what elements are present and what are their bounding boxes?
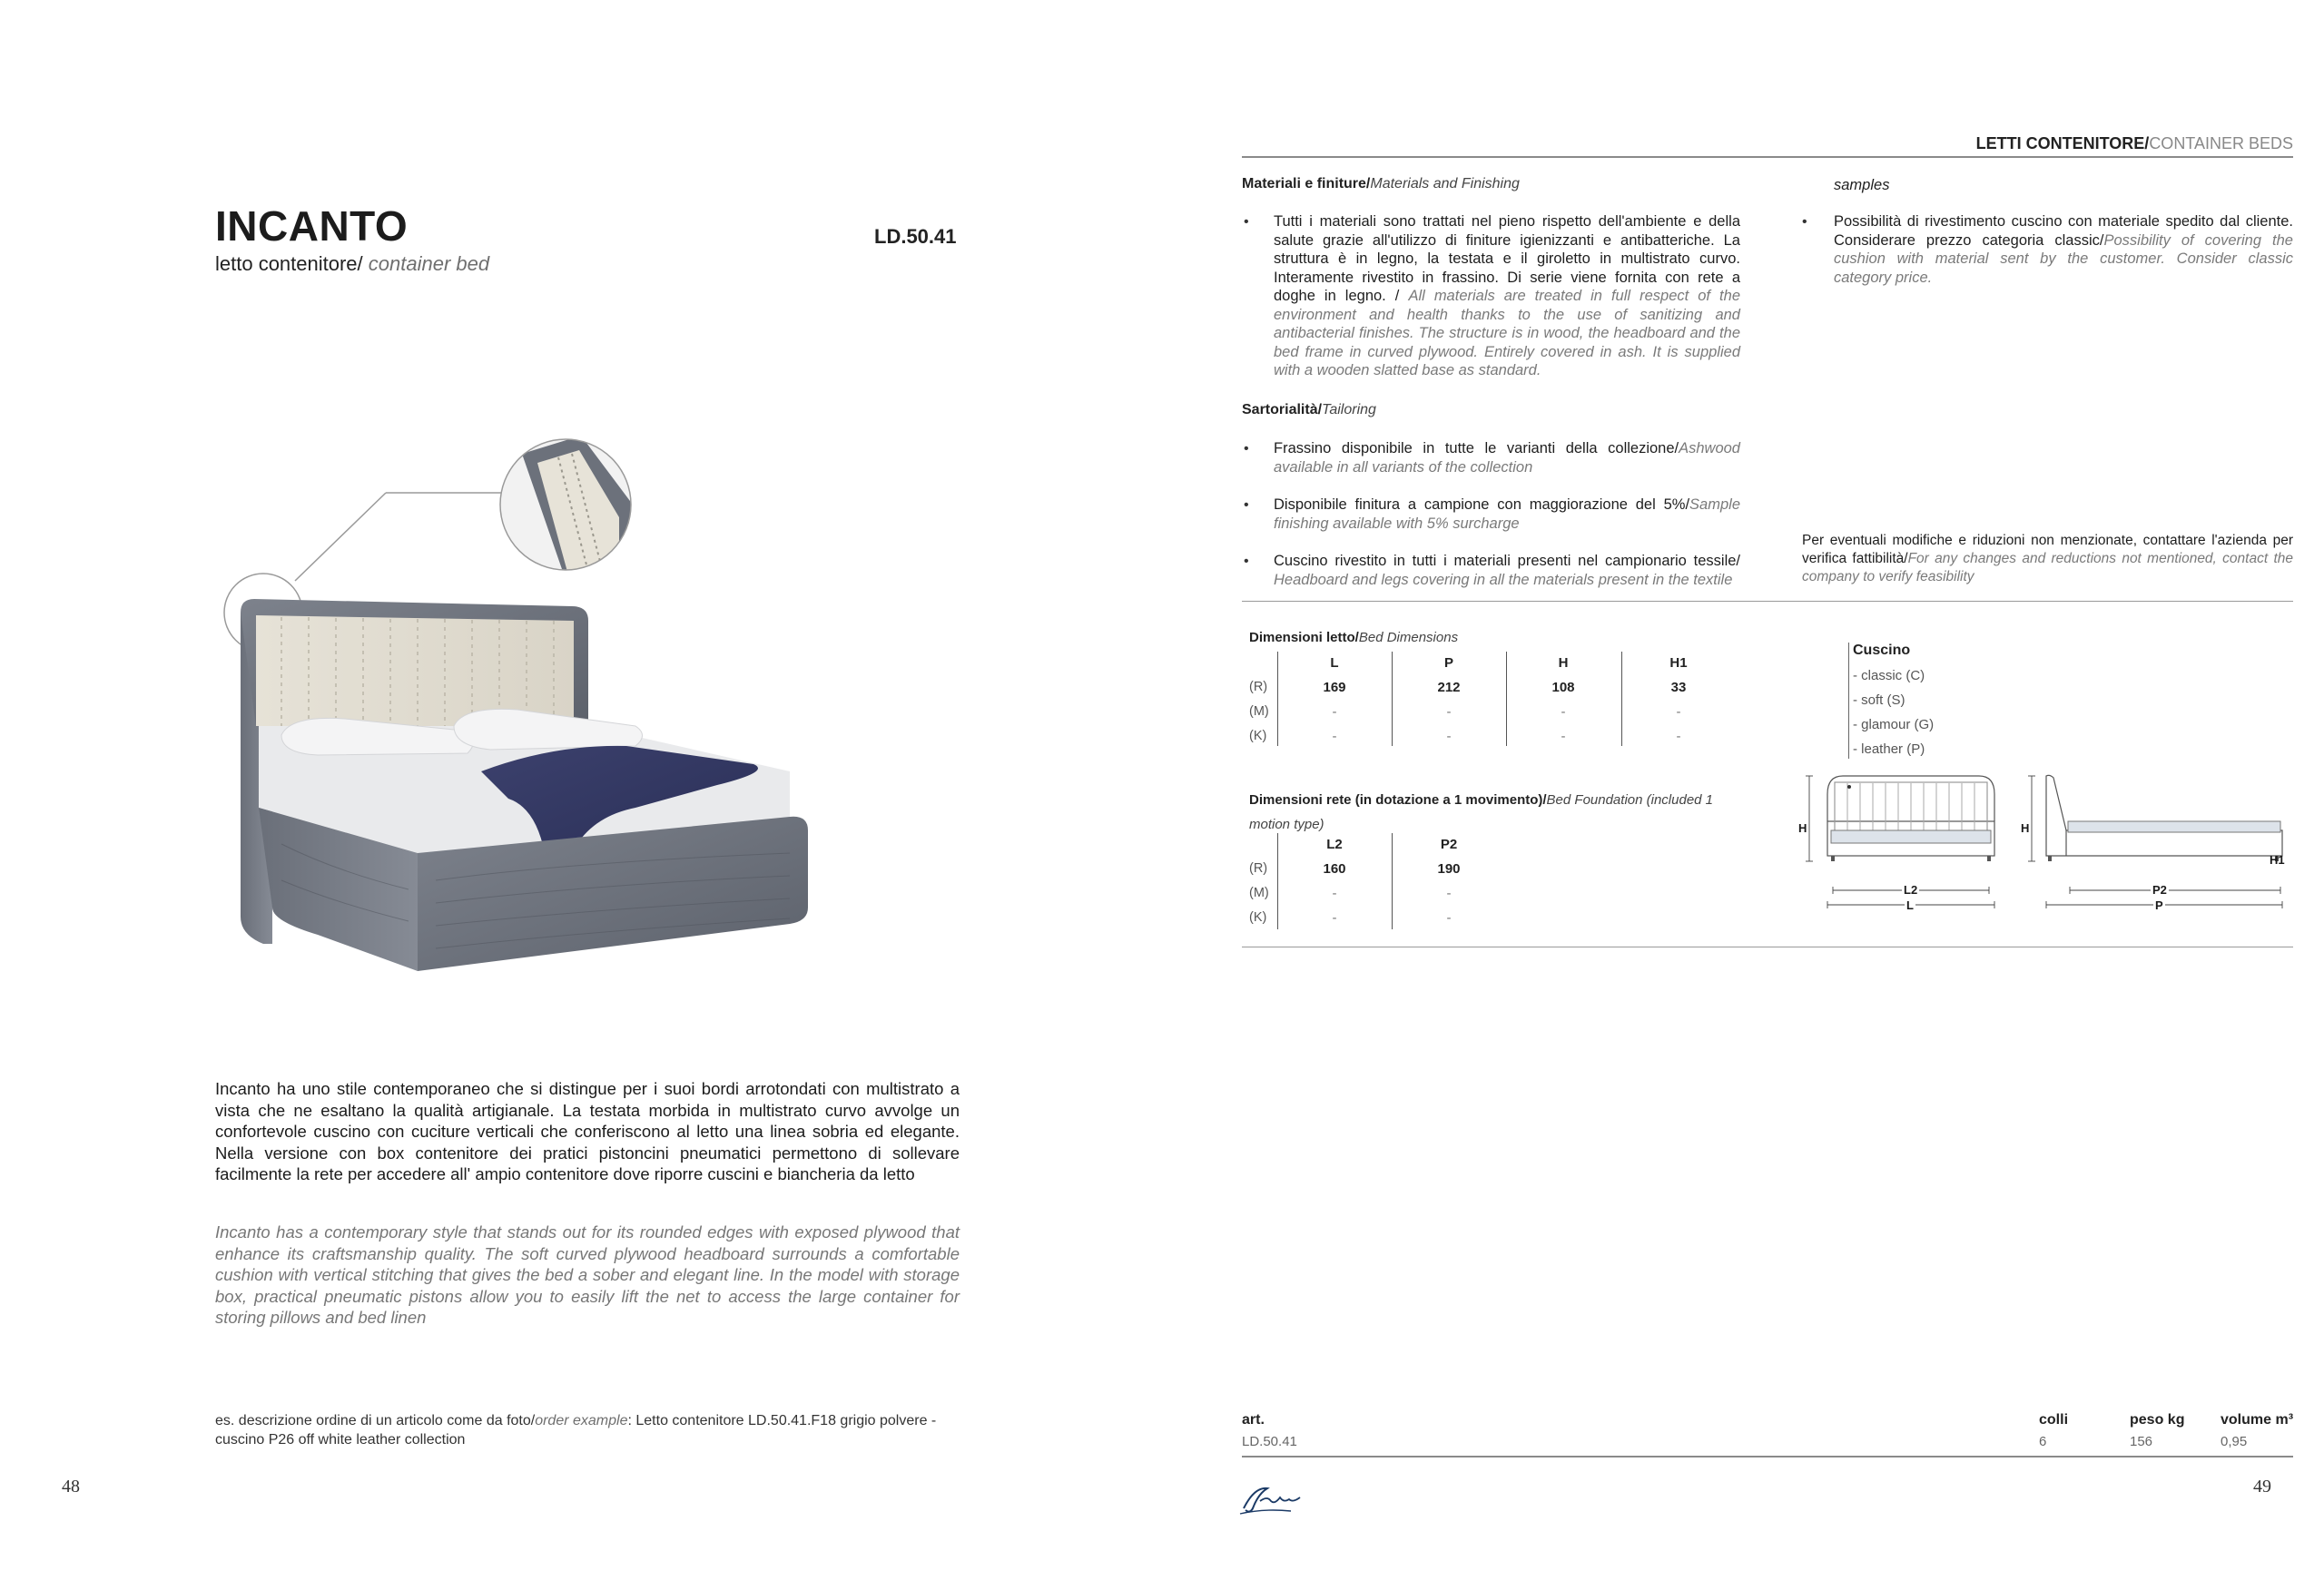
base-row-label: (R) — [1249, 861, 1268, 876]
bed-cell: 33 — [1670, 680, 1687, 695]
order-note-rest: : Letto contenitore LD.50.41.F18 grigio polvere - cuscino P26 off white leather collection — [215, 1413, 937, 1448]
base-row-label: (M) — [1249, 886, 1269, 900]
section-header-en: CONTAINER BEDS — [2149, 134, 2293, 152]
footer-header-weight: peso kg — [2130, 1412, 2185, 1428]
feasibility-note-it: Per eventuali modifiche e riduzioni non menzionate, contattare l'azienda per verifica fattibilità/ — [1802, 533, 2293, 566]
section-divider — [1242, 601, 2293, 602]
table-separator — [1277, 833, 1278, 929]
base-dims-title-it: Dimensioni rete (in dotazione a 1 movimento)/ — [1249, 792, 1547, 808]
footer-header-art: art. — [1242, 1412, 1265, 1428]
table-separator — [1392, 652, 1393, 746]
bed-col-header: H — [1558, 655, 1569, 671]
cushion-option: - glamour (G) — [1853, 717, 1935, 732]
cushion-option: - leather (P) — [1853, 741, 1925, 757]
tailoring-bullet-4 — [1834, 212, 2293, 287]
bed-col-header: P — [1443, 655, 1453, 671]
materials-heading-it: Materiali e finiture/ — [1242, 176, 1371, 191]
bullet-dot: • — [1244, 214, 1249, 230]
bed-cell: - — [1676, 729, 1681, 744]
description-italian: Incanto ha uno stile contemporaneo che si distingue per i suoi bordi arrotondati con multistrato a vista che ne esaltano la qualità artigianale. La testata morbida in multistrato curvo avvolge un confortevole cuscino con cuciture verticali che conferiscono al letto una linea sobria ed elegante. Nella versione con box contenitore dei pratici pistoncini pneumatici permettono di sollevare facilmente la rete per accedere all' ampio contenitore dove riporre cuscini e biancheria da letto — [215, 1079, 960, 1183]
side-h-label: H — [2021, 821, 2030, 835]
base-col-header: P2 — [1440, 837, 1458, 852]
tailoring-b2-en: Sample finishing available with 5% surcharge — [1274, 496, 1740, 532]
bullet-dot: • — [1244, 441, 1249, 456]
bed-row-label: (K) — [1249, 729, 1267, 743]
materials-heading — [1242, 176, 1520, 192]
base-cell: - — [1446, 910, 1452, 926]
product-subtitle — [215, 252, 489, 276]
tailoring-b2-it: Disponibile finitura a campione con maggiorazione del 5%/ — [1274, 496, 1690, 513]
base-dims-title-en: Bed Foundation (included 1 motion type) — [1249, 792, 1714, 832]
page-number-left: 48 — [62, 1477, 80, 1497]
section-header-it: LETTI CONTENITORE/ — [1975, 134, 2150, 152]
tailoring-b3-en-continued: samples — [1834, 177, 1890, 193]
cushion-separator — [1848, 643, 1849, 759]
tailoring-bullet-1 — [1274, 439, 1740, 476]
front-h-label: H — [1798, 821, 1807, 835]
feasibility-note — [1802, 532, 2293, 586]
bullet-dot: • — [1244, 554, 1249, 569]
bed-cell: - — [1446, 704, 1452, 720]
base-col-header: L2 — [1326, 837, 1343, 852]
bed-product-image — [209, 427, 953, 971]
tailoring-b3-en: Headboard and legs covering in all the materials present in the textile — [1274, 571, 1733, 588]
base-row-label: (K) — [1249, 910, 1267, 925]
footer-header-colli: colli — [2039, 1412, 2069, 1428]
footer-value-art: LD.50.41 — [1242, 1434, 1297, 1449]
bed-cell: 212 — [1437, 680, 1461, 695]
bed-col-header: L — [1330, 655, 1339, 671]
tailoring-b4-en: Possibility of covering the cushion with material sent by the customer. Consider classic category price. — [1834, 231, 2293, 286]
bed-row-label: (R) — [1249, 680, 1268, 694]
order-note-en: order example — [535, 1413, 628, 1428]
subtitle-it: letto contenitore/ — [215, 252, 363, 275]
order-note-it: es. descrizione ordine di un articolo come da foto/ — [215, 1413, 536, 1428]
order-example-note — [215, 1411, 960, 1449]
footer-value-weight: 156 — [2130, 1434, 2153, 1449]
bed-cell: - — [1676, 704, 1681, 720]
tailoring-b1-it: Frassino disponibile in tutte le varianti della collezione/ — [1274, 440, 1679, 456]
footer-header-volume: volume m³ — [2221, 1412, 2294, 1428]
brand-signature-logo — [1236, 1481, 1309, 1517]
footer-value-volume: 0,95 — [2221, 1434, 2248, 1449]
bullet-dot: • — [1802, 214, 1807, 230]
bed-dims-title-en: Bed Dimensions — [1358, 630, 1459, 645]
footer-value-colli: 6 — [2039, 1434, 2047, 1449]
bed-cell: - — [1332, 704, 1337, 720]
materials-bullet-1 — [1274, 212, 1740, 380]
page-number-right: 49 — [2253, 1477, 2271, 1497]
bullet-dot: • — [1244, 497, 1249, 513]
base-dimensions-title — [1249, 788, 1721, 837]
tailoring-b4-it: Possibilità di rivestimento cuscino con materiale spedito dal cliente. Considerare prezzo categoria classic/ — [1834, 213, 2293, 249]
product-title: INCANTO — [215, 202, 409, 250]
cushion-option: - soft (S) — [1853, 692, 1905, 708]
materials-b1-it: Tutti i materiali sono trattati nel pieno rispetto dell'ambiente e della salute grazie all'utilizzo di finiture igienizzanti e antibatteriche. La struttura è in legno, la testata e il giroletto in multistrato curvo. Interamente rivestito in frassino. Di serie viene fornita con rete a doghe in legno. / — [1274, 213, 1740, 304]
bed-dims-title-it: Dimensioni letto/ — [1249, 630, 1359, 645]
cushion-option: - classic (C) — [1853, 668, 1925, 683]
table-separator — [1392, 833, 1393, 929]
materials-heading-en: Materials and Finishing — [1370, 176, 1520, 191]
cushion-title: Cuscino — [1853, 643, 1911, 658]
tailoring-bullet-2 — [1274, 496, 1740, 533]
tailoring-b3-it: Cuscino rivestito in tutti i materiali presenti nel campionario tessile/ — [1274, 553, 1740, 569]
side-p2-label: P2 — [2152, 883, 2167, 897]
base-cell: 190 — [1437, 861, 1461, 877]
tailoring-heading — [1242, 402, 1376, 418]
bed-cell: 169 — [1323, 680, 1346, 695]
base-cell: - — [1446, 886, 1452, 901]
table-separator — [1621, 652, 1622, 746]
product-code: LD.50.41 — [874, 225, 957, 248]
feasibility-note-en: For any changes and reductions not mentioned, contact the company to verify feasibility — [1802, 551, 2293, 584]
bed-cell: - — [1332, 729, 1337, 744]
footer-rule — [1242, 1456, 2293, 1458]
bed-cell: - — [1446, 729, 1452, 744]
side-view-diagram — [2015, 767, 2288, 921]
subtitle-en: container bed — [368, 252, 490, 275]
bed-col-header: H1 — [1669, 655, 1688, 671]
bed-cell: - — [1561, 729, 1566, 744]
base-cell: 160 — [1323, 861, 1346, 877]
base-cell: - — [1332, 910, 1337, 926]
bed-dimensions-title — [1249, 630, 1458, 645]
table-separator — [1277, 652, 1278, 746]
bed-cell: 108 — [1551, 680, 1575, 695]
tailoring-b1-en: Ashwood available in all variants of the collection — [1274, 440, 1740, 476]
tailoring-heading-it: Sartorialità/ — [1242, 402, 1323, 417]
front-l-label: L — [1906, 898, 1914, 912]
front-l2-label: L2 — [1904, 883, 1918, 897]
side-p-label: P — [2155, 898, 2163, 912]
tailoring-heading-en: Tailoring — [1322, 402, 1376, 417]
side-h1-label: H1 — [2270, 853, 2285, 867]
base-cell: - — [1332, 886, 1337, 901]
bed-row-label: (M) — [1249, 704, 1269, 719]
header-rule — [1242, 156, 2293, 158]
section-header — [1976, 134, 2293, 153]
tailoring-bullet-3 — [1274, 552, 1740, 589]
description-english: Incanto has a contemporary style that stands out for its rounded edges with exposed plywood that enhance its craftsmanship quality. The soft curved plywood headboard surrounds a comfortable cushion with vertical stitching that gives the bed a sober and elegant line. In the model with storage box, practical pneumatic pistons allow you to easily lift the net to access the large container for storing pillows and bed linen — [215, 1222, 960, 1327]
materials-b1-en: All materials are treated in full respect of the environment and health thanks to the use of sanitizing and antibacterial finishes. The structure is in wood, the headboard and the bed frame in curved plywood. Entirely covered in ash. It is supplied with a wooden slatted base as standard. — [1274, 288, 1740, 378]
table-separator — [1506, 652, 1507, 746]
bed-cell: - — [1561, 704, 1566, 720]
